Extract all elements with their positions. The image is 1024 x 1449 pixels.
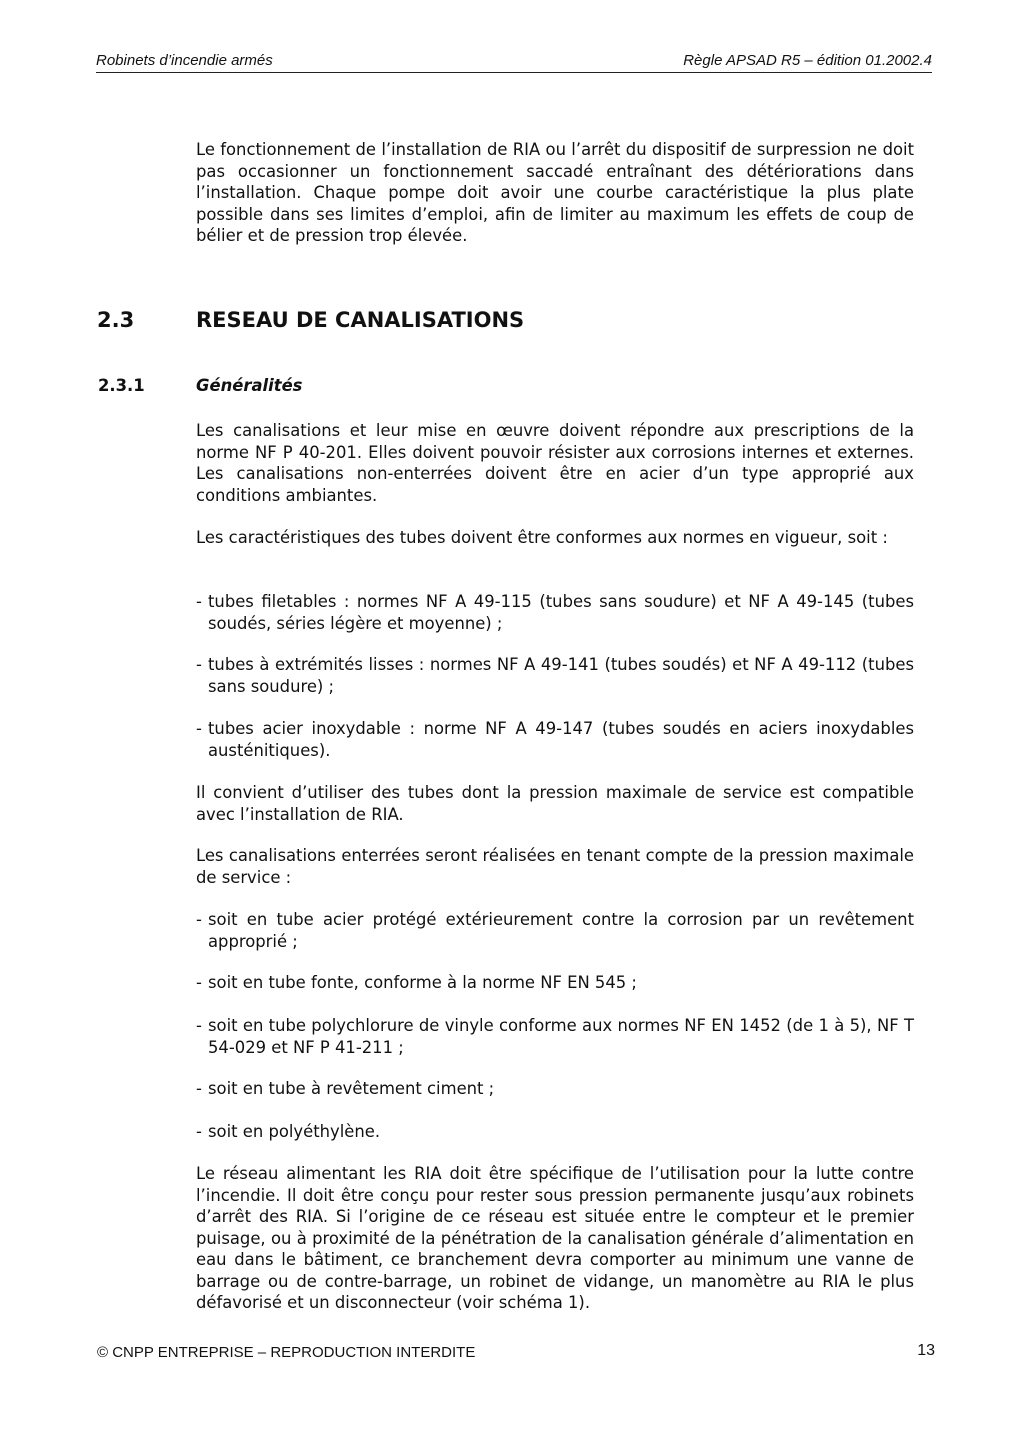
list-item [196, 654, 914, 697]
paragraph-tube-characteristics: Les caractéristiques des tubes doivent être conformes aux normes en vigueur, soit : [196, 528, 888, 547]
list-item-text: tubes à extrémités lisses : normes NF A 49-141 (tubes soudés) et NF A 49-112 (tubes sans soudure) ; [208, 655, 914, 696]
page-header [96, 50, 932, 73]
paragraph-buried-pipes: Les canalisations enterrées seront réalisées en tenant compte de la pression maximale de service : [196, 846, 914, 887]
list-item [196, 718, 914, 761]
list-dash: - [196, 655, 202, 674]
section-title: RESEAU DE CANALISATIONS [196, 308, 525, 332]
paragraph-pipes-requirements: Les canalisations et leur mise en œuvre doivent répondre aux prescriptions de la norme NF P 40-201. Elles doivent pouvoir résister aux corrosions internes et externes. Les canalisations non-enterrées doivent être en acier d’un type approprié aux conditions ambiantes. [196, 421, 914, 505]
page-number: 13 [917, 1342, 935, 1359]
list-item [196, 1078, 914, 1100]
list-item-text: soit en tube à revêtement ciment ; [208, 1079, 495, 1098]
subsection-title: Généralités [196, 376, 303, 395]
list-item-text: tubes filetables : normes NF A 49-115 (tubes sans soudure) et NF A 49-145 (tubes soudés, séries légère et moyenne) ; [208, 592, 914, 633]
subsection-number: 2.3.1 [98, 376, 145, 395]
section-number: 2.3 [97, 308, 135, 332]
header-document-title: Robinets d’incendie armés [96, 52, 273, 69]
list-item-text: soit en polyéthylène. [208, 1122, 381, 1141]
list-dash: - [196, 1122, 202, 1141]
list-item [196, 909, 914, 952]
list-item [196, 972, 914, 994]
intro-paragraph: Le fonctionnement de l’installation de RIA ou l’arrêt du dispositif de surpression ne doit pas occasionner un fonctionnement saccadé entraînant des détériorations dans l’installation. Chaque pompe doit avoir une courbe caractéristique la plus plate possible dans ses limites d’emploi, afin de limiter au maximum les effets de coup de bélier et de pression trop élevée. [196, 140, 914, 245]
paragraph-max-pressure: Il convient d’utiliser des tubes dont la pression maximale de service est compatible avec l’installation de RIA. [196, 783, 914, 824]
list-dash: - [196, 1016, 202, 1035]
list-item [196, 1015, 914, 1058]
list-item-text: soit en tube polychlorure de vinyle conforme aux normes NF EN 1452 (de 1 à 5), NF T 54-029 et NF P 41-211 ; [208, 1016, 914, 1057]
list-item-text: soit en tube fonte, conforme à la norme NF EN 545 ; [208, 973, 637, 992]
list-dash: - [196, 592, 202, 611]
list-dash: - [196, 719, 202, 738]
list-dash: - [196, 973, 202, 992]
list-item-text: tubes acier inoxydable : norme NF A 49-147 (tubes soudés en aciers inoxydables austénitiques). [208, 719, 914, 760]
footer-copyright: © CNPP ENTREPRISE – REPRODUCTION INTERDITE [97, 1344, 476, 1361]
list-dash: - [196, 1079, 202, 1098]
list-item-text: soit en tube acier protégé extérieurement contre la corrosion par un revêtement approprié ; [208, 910, 914, 951]
header-rule-edition: Règle APSAD R5 – édition 01.2002.4 [683, 52, 932, 69]
list-item [196, 591, 914, 634]
page-footer [97, 1342, 935, 1366]
list-dash: - [196, 910, 202, 929]
list-item [196, 1121, 914, 1143]
paragraph-network-specific: Le réseau alimentant les RIA doit être spécifique de l’utilisation pour la lutte contre l’incendie. Il doit être conçu pour rester sous pression permanente jusqu’aux robinets d’arrêt des RIA. Si l’origine de ce réseau est située entre le compteur et le premier puisage, ou à proximité de la pénétration de la canalisation générale d’alimentation en eau dans le bâtiment, ce branchement devra comporter au minimum une vanne de barrage ou de contre-barrage, un robinet de vidange, un manomètre au RIA le plus défavorisé et un disconnecteur (voir schéma 1). [196, 1164, 914, 1312]
